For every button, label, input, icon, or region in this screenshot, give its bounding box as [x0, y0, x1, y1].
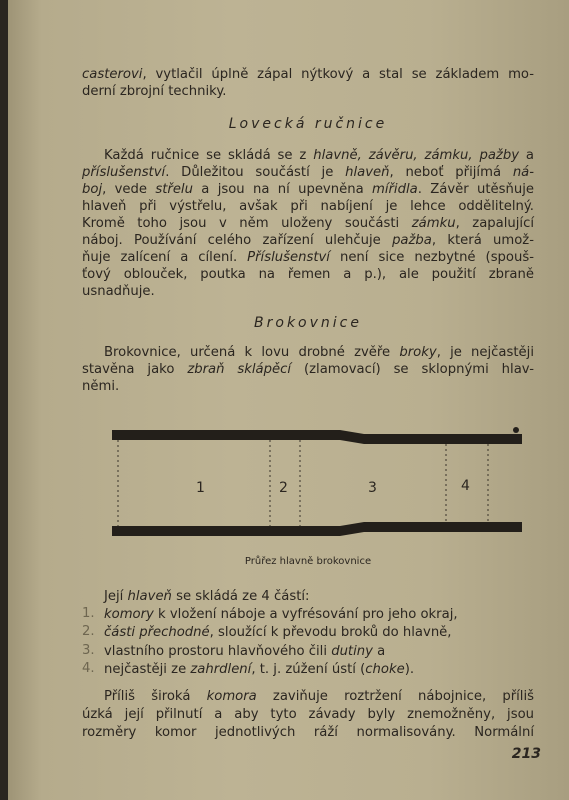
label-2: 2: [279, 480, 288, 496]
list-item-3: vlastního prostoru hlavňového čili dutiny a: [104, 644, 386, 659]
label-4: 4: [461, 478, 470, 494]
barrel-cross-section-diagram: [112, 422, 532, 552]
label-1: 1: [196, 480, 205, 496]
s1-line-8: ťový oblouček, poutka na řemen a p.), ale použití zbraně: [82, 267, 534, 282]
list-number-3: 3.: [82, 643, 95, 658]
s1-line-2: příslušenství. Důležitou součástí je hlaveň, neboť přijímá ná-: [82, 165, 535, 180]
list-intro: Její hlaveň se skládá ze 4 částí:: [104, 589, 310, 604]
s2-p2-line-1: Příliš široká komora zaviňuje roztržení nábojnice, příliš: [104, 689, 535, 704]
s2-line-1: Brokovnice, určená k lovu drobné zvěře broky, je nejčastěji: [104, 345, 534, 360]
s1-line-4: hlaveň při výstřelu, avšak při nabíjení je lehce oddělitelný.: [82, 199, 534, 214]
list-item-1: komory k vložení náboje a vyfrésování pro jeho okraj,: [104, 607, 458, 622]
barrel-wall-bottom: [112, 522, 522, 536]
intro-line-1: [82, 66, 534, 83]
s2-line-3: němi.: [82, 379, 120, 394]
book-page: [8, 0, 569, 800]
s1-line-7: ňuje zalícení a cílení. Příslušenství není sice nezbytné (spouš-: [82, 250, 534, 265]
list-item-4: nejčastěji ze zahrdlení, t. j. zúžení ústí (choke).: [104, 662, 415, 677]
figure-caption: Průřez hlavně brokovnice: [244, 556, 372, 567]
s2-p2-line-3: rozměry komor jednotlivých ráží normalisovány. Normální: [82, 725, 534, 740]
s1-line-5: Kromě toho jsou v něm uloženy součásti zámku, zapalující: [82, 216, 534, 231]
intro-italic: casterovi: [82, 67, 143, 82]
section-heading-brokovnice: Brokovnice: [254, 315, 362, 331]
list-number-4: 4.: [82, 661, 95, 676]
section-heading-lovecka: Lovecká ručnice: [228, 116, 388, 132]
s1-line-6: náboj. Používání celého zařízení ulehčuje pažba, která umož-: [82, 233, 534, 248]
list-number-2: 2.: [82, 624, 95, 639]
s2-line-2: stavěna jako zbraň sklápěcí (zlamovací) se sklopnými hlav-: [82, 362, 534, 377]
intro-text: , vytlačil úplně zápal nýtkový a stal se základem mo-: [142, 67, 534, 82]
intro-line-2: derní zbrojní techniky.: [82, 84, 227, 99]
s1-line-3: boj, vede střelu a jsou na ní upevněna mířidla. Závěr utěsňuje: [82, 182, 535, 197]
list-number-1: 1.: [82, 606, 95, 621]
front-sight-bead: [513, 427, 519, 433]
s1-line-1: Každá ručnice se skládá se z hlavně, závěru, zámku, pažby a: [104, 148, 534, 163]
s1-line-9: usnadňuje.: [82, 284, 155, 299]
barrel-wall-top: [112, 430, 522, 444]
page-number: 213: [511, 746, 541, 762]
list-item-2: části přechodné, sloužící k převodu broků do hlavně,: [104, 625, 452, 640]
s2-p2-line-2: úzká její přilnutí a aby tyto závady byly znemožněny, jsou: [82, 707, 534, 722]
label-3: 3: [368, 480, 377, 496]
